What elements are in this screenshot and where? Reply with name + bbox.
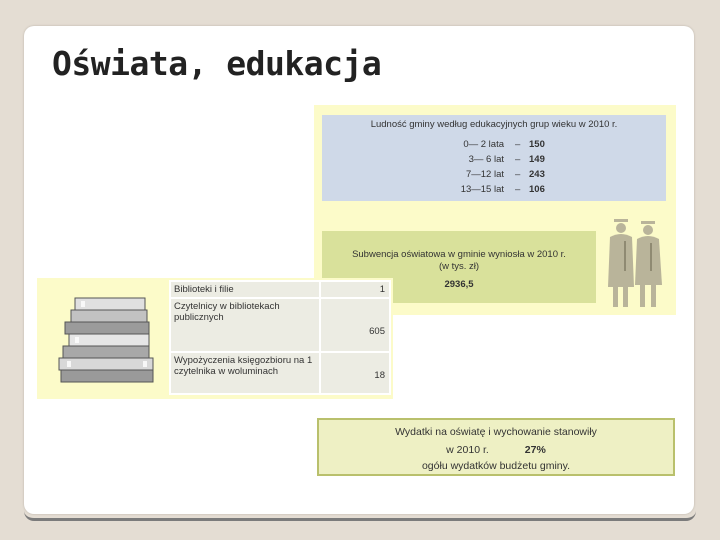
population-age: 0— 2 lata [463,139,504,150]
slide-title: Oświata, edukacja [52,44,382,83]
library-label: Wypożyczenia księgozbioru na 1 czytelnika w woluminach [170,352,320,394]
population-row [432,139,572,153]
population-title: Ludność gminy według edukacyjnych grup wieku w 2010 r. [370,119,618,130]
library-table [169,280,391,395]
subsidy-value: 2936,5 [444,279,474,290]
library-panel [37,278,393,399]
population-age: 13—15 lat [460,184,504,195]
slide-edge [24,508,696,521]
population-value: 150 [529,139,545,150]
population-value: 106 [529,184,545,195]
population-dash: – [515,154,521,165]
library-value: 1 [320,281,390,298]
table-row [170,298,390,352]
subsidy-line1: Subwencja oświatowa w gminie wyniosła w 2010 r. [352,249,566,260]
table-row [170,352,390,394]
population-row [432,154,572,168]
population-dash: – [515,139,521,150]
population-age: 3— 6 lat [468,154,504,165]
population-age: 7—12 lat [465,169,504,180]
expenditure-box [317,418,675,476]
library-value: 605 [320,298,390,352]
expenditure-year: w 2010 r. [446,444,489,456]
table-row [170,281,390,298]
expenditure-line1: Wydatki na oświatę i wychowanie stanowiły [395,426,597,438]
population-row [432,169,572,183]
expenditure-line2 [319,444,673,456]
library-value: 18 [320,352,390,394]
population-dash: – [515,184,521,195]
expenditure-percent: 27% [524,444,546,456]
population-box [322,115,666,201]
population-value: 243 [529,169,545,180]
library-label: Czytelnicy w bibliotekach publicznych [170,298,320,352]
population-value: 149 [529,154,545,165]
graduates-icon [604,215,670,311]
subsidy-line2: (w tys. zł) [438,261,480,272]
books-stack-icon [55,290,171,386]
library-label: Biblioteki i filie [170,281,320,298]
expenditure-line3: ogółu wydatków budżetu gminy. [421,460,571,472]
population-row [432,184,572,198]
population-dash: – [515,169,521,180]
